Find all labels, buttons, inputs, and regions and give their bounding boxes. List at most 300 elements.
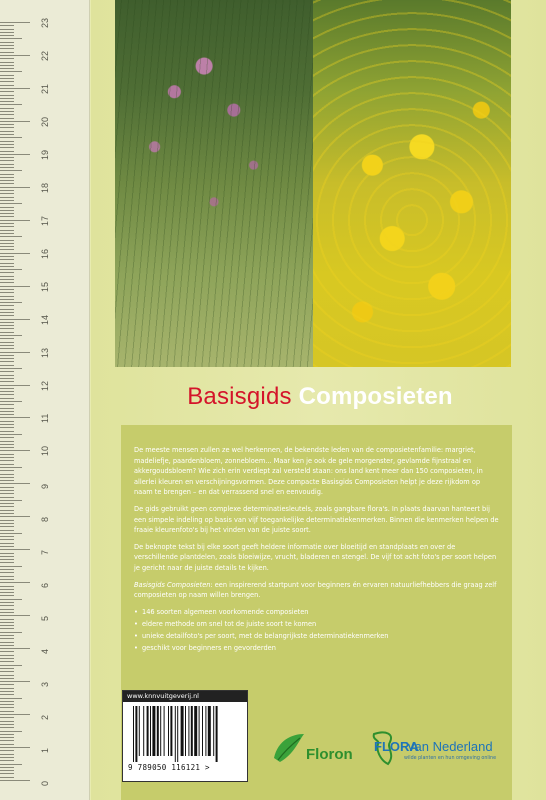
ruler-tick — [0, 622, 14, 623]
photo-yellow-flowers — [313, 0, 511, 367]
ruler-tick — [0, 556, 14, 557]
ruler-tick — [0, 368, 22, 369]
ruler-tick — [0, 520, 14, 521]
ruler-tick — [0, 721, 14, 722]
barcode-bar — [188, 706, 189, 756]
ruler-tick — [0, 332, 14, 333]
ruler-label: 7 — [40, 550, 50, 556]
ruler-tick — [0, 477, 14, 478]
ruler-label: 14 — [40, 314, 50, 325]
title-part1: Basisgids — [187, 383, 292, 410]
ruler-tick — [0, 530, 14, 531]
ruler-tick — [0, 88, 30, 89]
ruler-tick — [0, 240, 14, 241]
barcode-bar — [170, 706, 172, 756]
ruler-label: 6 — [40, 583, 50, 589]
ruler-tick — [0, 500, 22, 501]
barcode-bar — [135, 706, 137, 762]
ruler-tick — [0, 29, 14, 30]
ruler-tick — [0, 760, 14, 761]
ruler-tick — [0, 447, 14, 448]
ruler-tick — [0, 566, 22, 567]
ruler-label: 10 — [40, 446, 50, 457]
ruler-tick — [0, 210, 14, 211]
ruler-tick — [0, 658, 14, 659]
ruler-tick — [0, 144, 14, 145]
ruler-tick — [0, 750, 14, 751]
ruler-tick — [0, 411, 14, 412]
ruler-tick — [0, 230, 14, 231]
ruler-tick — [0, 167, 14, 168]
ruler-label: 8 — [40, 517, 50, 523]
ruler-tick — [0, 276, 14, 277]
ruler-tick — [0, 737, 14, 738]
ruler-tick — [0, 605, 14, 606]
ruler-tick — [0, 734, 14, 735]
ruler-tick — [0, 35, 14, 36]
ruler-label: 11 — [40, 414, 50, 424]
barcode-bar — [175, 706, 176, 762]
ruler-tick — [0, 661, 14, 662]
ruler-tick — [0, 497, 14, 498]
ruler-tick — [0, 338, 14, 339]
ruler-tick — [0, 388, 14, 389]
ruler-tick — [0, 671, 14, 672]
ruler-tick — [0, 371, 14, 372]
ruler-tick — [0, 272, 14, 273]
ruler-tick — [0, 302, 22, 303]
list-item: • geschikt voor beginners en gevorderden — [134, 643, 500, 654]
barcode-bar — [194, 706, 197, 756]
ruler-tick — [0, 118, 14, 119]
ruler-tick — [0, 269, 22, 270]
ruler-tick — [0, 289, 14, 290]
ruler-tick — [0, 282, 14, 283]
ruler-tick — [0, 467, 22, 468]
ruler-tick — [0, 444, 14, 445]
ruler-tick — [0, 694, 14, 695]
ruler-tick — [0, 615, 30, 616]
ruler-tick — [0, 668, 14, 669]
ruler-tick — [0, 299, 14, 300]
ruler-tick — [0, 233, 14, 234]
ruler-tick — [0, 197, 14, 198]
ruler-tick — [0, 352, 30, 353]
barcode-bar — [181, 706, 184, 756]
ruler-tick — [0, 777, 14, 778]
ruler-tick — [0, 263, 14, 264]
ruler-tick — [0, 131, 14, 132]
ruler-label: 18 — [40, 182, 50, 193]
ruler-tick — [0, 358, 14, 359]
ruler-tick — [0, 628, 14, 629]
floron-leaf-icon — [268, 728, 308, 768]
ruler-label: 4 — [40, 649, 50, 655]
ruler-tick — [0, 78, 14, 79]
ruler-tick — [0, 259, 14, 260]
ruler-tick — [0, 375, 14, 376]
ruler-tick — [0, 319, 30, 320]
photo-purple-flowers — [115, 0, 313, 367]
paragraph: De beknopte tekst bij elke soort geeft heldere informatie over bloeitijd en standplaats en over de verschillende plantdelen, zoals bloeiwijze, vrucht, bladeren en stengel. De vijf tot acht foto's per soort helpen je gericht naar de juiste details te kijken. — [134, 542, 497, 572]
paragraph-lead — [134, 580, 500, 601]
ruler-tick — [0, 582, 30, 583]
ruler-tick — [0, 424, 14, 425]
barcode-bar — [150, 706, 151, 756]
ruler-label: 17 — [40, 215, 50, 226]
barcode-bar — [185, 706, 186, 756]
ruler-tick — [0, 638, 14, 639]
ruler-tick — [0, 391, 14, 392]
ruler-tick — [0, 404, 14, 405]
flora-name-part2: van Nederland — [408, 739, 493, 754]
ruler-tick — [0, 249, 14, 250]
ruler-tick — [0, 207, 14, 208]
ruler-tick — [0, 335, 22, 336]
ruler-tick — [0, 770, 14, 771]
ruler-tick — [0, 25, 14, 26]
ruler-tick — [0, 401, 22, 402]
ruler-tick — [0, 744, 14, 745]
ruler-label: 13 — [40, 347, 50, 358]
ruler-tick — [0, 312, 14, 313]
barcode-bar — [199, 706, 200, 756]
paragraph: De gids gebruikt geen complexe determinatiesleutels, zoals gangbare flora's. In plaats daarvan hanteert bij een simpele indeling op basis van vijf toegankelijke determinatiekenmerken. Binnen die kenmerken helpen de fraaie kleurenfoto's bij het vinden van de juiste soort. — [134, 504, 499, 535]
ruler-label: 20 — [40, 116, 50, 127]
ruler-tick — [0, 707, 14, 708]
barcode-bar — [139, 706, 140, 756]
ruler-tick — [0, 223, 14, 224]
ruler-tick — [0, 513, 14, 514]
ruler-tick — [0, 701, 14, 702]
ruler-tick — [0, 711, 14, 712]
ruler-tick — [0, 655, 14, 656]
ruler-label: 0 — [40, 780, 50, 786]
ruler-tick — [0, 81, 14, 82]
ruler-tick — [0, 127, 14, 128]
flora-logo — [368, 728, 508, 770]
ruler-label: 2 — [40, 715, 50, 721]
ruler-label: 1 — [40, 748, 50, 754]
ruler-tick — [0, 490, 14, 491]
ruler-tick — [0, 714, 30, 715]
ruler-tick — [0, 42, 14, 43]
ruler-tick — [0, 665, 22, 666]
barcode-bar — [213, 706, 214, 756]
ruler-tick — [0, 394, 14, 395]
lead-italic: Basisgids Composieten — [134, 580, 211, 589]
ruler-tick — [0, 45, 14, 46]
ruler-tick — [0, 586, 14, 587]
flora-tagline: wilde planten en hun omgeving online — [404, 756, 497, 761]
ruler-tick — [0, 52, 14, 53]
ruler-tick — [0, 147, 14, 148]
ruler-tick — [0, 309, 14, 310]
barcode-bar — [168, 706, 169, 756]
ruler-tick — [0, 236, 22, 237]
ruler-tick — [0, 437, 14, 438]
ruler-tick — [0, 408, 14, 409]
ruler-tick — [0, 651, 14, 652]
ruler-tick — [0, 286, 30, 287]
ruler-tick — [0, 717, 14, 718]
barcode-bar — [157, 706, 159, 756]
ruler-tick — [0, 170, 22, 171]
ruler-tick — [0, 612, 14, 613]
ruler-tick — [0, 506, 14, 507]
ruler-tick — [0, 543, 14, 544]
ruler-tick — [0, 174, 14, 175]
ruler-tick — [0, 200, 14, 201]
ruler-tick — [0, 579, 14, 580]
barcode-bar — [160, 706, 161, 756]
publisher-url: www.knnvuitgeverij.nl — [123, 691, 247, 702]
ruler-label: 21 — [40, 83, 50, 94]
ruler-tick — [0, 417, 30, 418]
ruler-tick — [0, 216, 14, 217]
ruler-label: 23 — [40, 17, 50, 28]
ruler-tick — [0, 480, 14, 481]
ruler-tick — [0, 177, 14, 178]
barcode-block — [122, 690, 248, 782]
ruler-tick — [0, 441, 14, 442]
ruler-tick — [0, 609, 14, 610]
ruler-tick — [0, 470, 14, 471]
ruler-tick — [0, 691, 14, 692]
ruler-tick — [0, 487, 14, 488]
ruler-tick — [0, 246, 14, 247]
ruler-tick — [0, 226, 14, 227]
ruler-tick — [0, 141, 14, 142]
ruler-tick — [0, 595, 14, 596]
ruler-tick — [0, 539, 14, 540]
floron-logo — [268, 728, 363, 770]
ruler-tick — [0, 398, 14, 399]
ruler-tick — [0, 365, 14, 366]
ruler-tick — [0, 474, 14, 475]
ruler-tick — [0, 58, 14, 59]
ruler-label: 22 — [40, 50, 50, 61]
ruler-tick — [0, 38, 22, 39]
ruler-tick — [0, 266, 14, 267]
ruler-tick — [0, 724, 14, 725]
ruler-tick — [0, 740, 14, 741]
blurb — [134, 445, 500, 655]
ruler-tick — [0, 355, 14, 356]
ruler-tick — [0, 632, 22, 633]
ruler-tick — [0, 305, 14, 306]
ruler-tick — [0, 747, 30, 748]
flora-name-part1: FLORA — [374, 739, 419, 754]
ruler-tick — [0, 157, 14, 158]
ruler-label: 16 — [40, 248, 50, 259]
ruler-tick — [0, 648, 30, 649]
ruler-tick — [0, 727, 14, 728]
ruler-tick — [0, 342, 14, 343]
ruler-tick — [0, 213, 14, 214]
ruler-tick — [0, 95, 14, 96]
barcode-icon — [133, 706, 243, 762]
barcode-bar — [164, 706, 165, 756]
ruler-tick — [0, 385, 30, 386]
ruler-tick — [0, 619, 14, 620]
ruler-label: 12 — [40, 380, 50, 391]
ruler-tick — [0, 589, 14, 590]
ruler-tick — [0, 91, 14, 92]
ruler-tick — [0, 121, 30, 122]
ruler-tick — [0, 592, 14, 593]
ruler-tick — [0, 546, 14, 547]
ruler-tick — [0, 322, 14, 323]
ruler-tick — [0, 684, 14, 685]
ruler-label: 15 — [40, 281, 50, 292]
ruler-tick — [0, 111, 14, 112]
ruler-tick — [0, 292, 14, 293]
ruler-label: 3 — [40, 682, 50, 688]
ruler-tick — [0, 645, 14, 646]
ruler-tick — [0, 154, 30, 155]
floron-name: Floron — [306, 746, 353, 763]
ruler-tick — [0, 503, 14, 504]
ruler-tick — [0, 75, 14, 76]
title-part2: Composieten — [298, 383, 453, 410]
ruler-tick — [0, 160, 14, 161]
ruler-tick — [0, 279, 14, 280]
barcode-bar — [202, 706, 203, 756]
ruler-tick — [0, 296, 14, 297]
ruler-tick — [0, 454, 14, 455]
ruler-tick — [0, 124, 14, 125]
ruler-tick — [0, 553, 14, 554]
list-item: • 146 soorten algemeen voorkomende composieten — [134, 607, 500, 618]
ruler-tick — [0, 704, 14, 705]
ruler-tick — [0, 599, 22, 600]
isbn-number: 9 789050 116121 > — [128, 763, 210, 772]
ruler-tick — [0, 108, 14, 109]
ruler-tick — [0, 101, 14, 102]
ruler-tick — [0, 559, 14, 560]
ruler-tick — [0, 483, 30, 484]
ruler-tick — [0, 22, 30, 23]
ruler-tick — [0, 48, 14, 49]
feature-list — [134, 607, 500, 654]
ruler-tick — [0, 764, 22, 765]
ruler-tick — [0, 68, 14, 69]
ruler-tick — [0, 114, 14, 115]
barcode-bar — [133, 706, 134, 762]
ruler-tick — [0, 345, 14, 346]
barcode-bar — [177, 706, 178, 762]
ruler-tick — [0, 328, 14, 329]
ruler-tick — [0, 421, 14, 422]
ruler-tick — [0, 220, 30, 221]
ruler-tick — [0, 183, 14, 184]
ruler-tick — [0, 187, 30, 188]
barcode-bar — [152, 706, 155, 756]
ruler-tick — [0, 767, 14, 768]
ruler-tick — [0, 348, 14, 349]
ruler-tick — [0, 576, 14, 577]
ruler-tick — [0, 464, 14, 465]
ruler-tick — [0, 523, 14, 524]
ruler-tick — [0, 572, 14, 573]
ruler-tick — [0, 635, 14, 636]
ruler-tick — [0, 98, 14, 99]
ruler-tick — [0, 315, 14, 316]
ruler-tick — [0, 434, 22, 435]
ruler-tick — [0, 427, 14, 428]
ruler-tick — [0, 773, 14, 774]
ruler-tick — [0, 134, 14, 135]
ruler-tick — [0, 361, 14, 362]
ruler-tick — [0, 414, 14, 415]
barcode-bar — [208, 706, 211, 756]
ruler-tick — [0, 85, 14, 86]
ruler-tick — [0, 562, 14, 563]
ruler-tick — [0, 256, 14, 257]
ruler-tick — [0, 164, 14, 165]
ruler-tick — [0, 757, 14, 758]
ruler-tick — [0, 378, 14, 379]
barcode-bar — [191, 706, 193, 756]
ruler-tick — [0, 253, 30, 254]
ruler-label: 19 — [40, 149, 50, 160]
ruler-tick — [0, 325, 14, 326]
ruler-tick — [0, 190, 14, 191]
ruler-tick — [0, 460, 14, 461]
barcode-bar — [216, 706, 218, 762]
ruler-tick — [0, 71, 22, 72]
ruler-tick — [0, 62, 14, 63]
ruler-tick — [0, 457, 14, 458]
ruler-tick — [0, 104, 22, 105]
ruler-tick — [0, 731, 22, 732]
ruler-tick — [0, 754, 14, 755]
lead-rest: : een inspirerend startpunt voor beginners én ervaren natuurliefhebbers die graag zelf composieten op naam willen brengen. — [134, 580, 497, 600]
ruler-tick — [0, 32, 14, 33]
ruler-tick — [0, 193, 14, 194]
barcode-bar — [147, 706, 149, 756]
barcode-bar — [143, 706, 144, 756]
ruler-tick — [0, 65, 14, 66]
ruler-tick — [0, 203, 22, 204]
ruler — [0, 0, 90, 800]
ruler-label: 9 — [40, 484, 50, 490]
list-item: • unieke detailfoto's per soort, met de belangrijkste determinatiekenmerken — [134, 631, 500, 642]
ruler-tick — [0, 688, 14, 689]
ruler-tick — [0, 642, 14, 643]
ruler-tick — [0, 536, 14, 537]
ruler-tick — [0, 533, 22, 534]
ruler-tick — [0, 569, 14, 570]
list-item: • eldere methode om snel tot de juiste soort te komen — [134, 619, 500, 630]
barcode-bar — [205, 706, 206, 756]
ruler-tick — [0, 243, 14, 244]
ruler-tick — [0, 510, 14, 511]
ruler-tick — [0, 780, 30, 781]
ruler-tick — [0, 675, 14, 676]
paragraph: De meeste mensen zullen ze wel herkennen, de bekendste leden van de composietenfamilie: margriet, madeliefje, paardenbloem, zonnebloem... Maar ken je ook de gele morgenster, gevlamde fijnstraal en akkergoudsbloem? Wie zich erin verdiept zal versteld staan: ons land kent meer dan 150 composieten, in allerlei kleuren en verschijningsvormen. Deze compacte Basisgids Composieten helpt je deze rijkdom op naam te brengen – en dat verrassend snel en eenvoudig. — [134, 446, 483, 497]
ruler-tick — [0, 625, 14, 626]
ruler-label: 5 — [40, 616, 50, 622]
ruler-tick — [0, 681, 30, 682]
ruler-tick — [0, 151, 14, 152]
ruler-tick — [0, 549, 30, 550]
ruler-tick — [0, 493, 14, 494]
ruler-tick — [0, 516, 30, 517]
book-title — [120, 383, 520, 411]
ruler-tick — [0, 526, 14, 527]
